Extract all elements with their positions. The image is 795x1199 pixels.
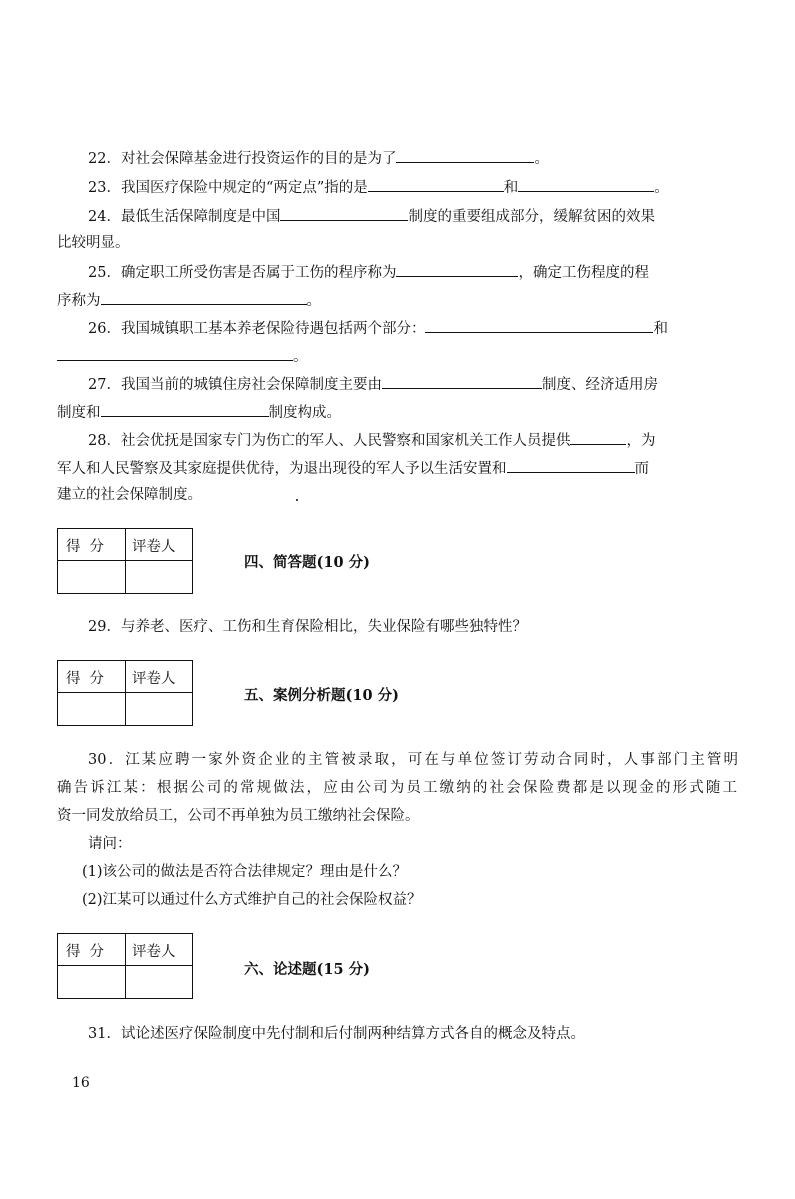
question-30: 30．江某应聘一家外资企业的主管被录取，可在与单位签订劳动合同时，人事部门主管明 [88, 752, 738, 768]
score-table: 得分 评卷人 [57, 528, 193, 594]
answer-blank[interactable] [368, 176, 504, 192]
section-heading-case-analysis: 五、案例分析题(10 分) [244, 687, 399, 704]
question-27-cont: 制度和 制度构成。 [57, 401, 737, 423]
scan-speck [296, 499, 298, 501]
question-22: 22．对社会保障基金进行投资运作的目的是为了 。 [88, 147, 738, 169]
question-30-cont2: 资一同发放给员工，公司不再单独为员工缴纳社会保险。 [57, 808, 420, 824]
score-table: 得分 评卷人 [57, 660, 193, 726]
question-28-cont2: 建立的社会保障制度。 [57, 487, 202, 503]
question-23: 23．我国医疗保险中规定的“两定点”指的是 和 。 [88, 176, 738, 198]
question-30-ask: 请问： [88, 836, 132, 852]
section-heading-essay: 六、论述题(15 分) [244, 961, 370, 978]
answer-blank[interactable] [570, 429, 626, 445]
question-30-cont: 确告诉江某：根据公司的常规做法，应由公司为员工缴纳的社会保险费都是以现金的形式随工 [57, 780, 737, 796]
answer-blank[interactable] [396, 147, 534, 163]
answer-blank[interactable] [425, 317, 653, 333]
section-heading-short-answer: 四、简答题(10 分) [244, 554, 370, 571]
question-26: 26．我国城镇职工基本养老保险待遇包括两个部分： 和 [88, 317, 738, 339]
answer-blank[interactable] [57, 345, 293, 361]
question-30-sub2: (2)江某可以通过什么方式维护自己的社会保险权益？ [82, 892, 422, 908]
answer-blank[interactable] [101, 289, 307, 305]
question-24-cont: 比较明显。 [57, 235, 130, 251]
question-24: 24．最低生活保障制度是中国 制度的重要组成部分，缓解贫困的效果 [88, 205, 738, 227]
answer-blank[interactable] [507, 457, 635, 473]
question-28: 28．社会优抚是国家专门为伤亡的军人、人民警察和国家机关工作人员提供 ，为 [88, 429, 738, 451]
question-31: 31．试论述医疗保险制度中先付制和后付制两种结算方式各自的概念及特点。 [88, 1026, 585, 1042]
answer-blank[interactable] [101, 401, 269, 417]
answer-blank[interactable] [280, 205, 408, 221]
question-25: 25．确定职工所受伤害是否属于工伤的程序称为 ，确定工伤程度的程 [88, 261, 738, 283]
question-30-sub1: (1)该公司的做法是否符合法律规定？理由是什么？ [82, 864, 408, 880]
answer-blank[interactable] [382, 373, 542, 389]
question-26-cont: 。 [57, 345, 737, 367]
question-29: 29．与养老、医疗、工伤和生育保险相比，失业保险有哪些独特性？ [88, 619, 527, 635]
answer-blank[interactable] [518, 176, 654, 192]
page-number: 16 [72, 1075, 90, 1091]
question-27: 27．我国当前的城镇住房社会保障制度主要由 制度、经济适用房 [88, 373, 738, 395]
question-28-cont: 军人和人民警察及其家庭提供优待，为退出现役的军人予以生活安置和 而 [57, 457, 737, 479]
question-25-cont: 序称为 。 [57, 289, 737, 311]
answer-blank[interactable] [396, 261, 518, 277]
score-table: 得分 评卷人 [57, 933, 193, 999]
